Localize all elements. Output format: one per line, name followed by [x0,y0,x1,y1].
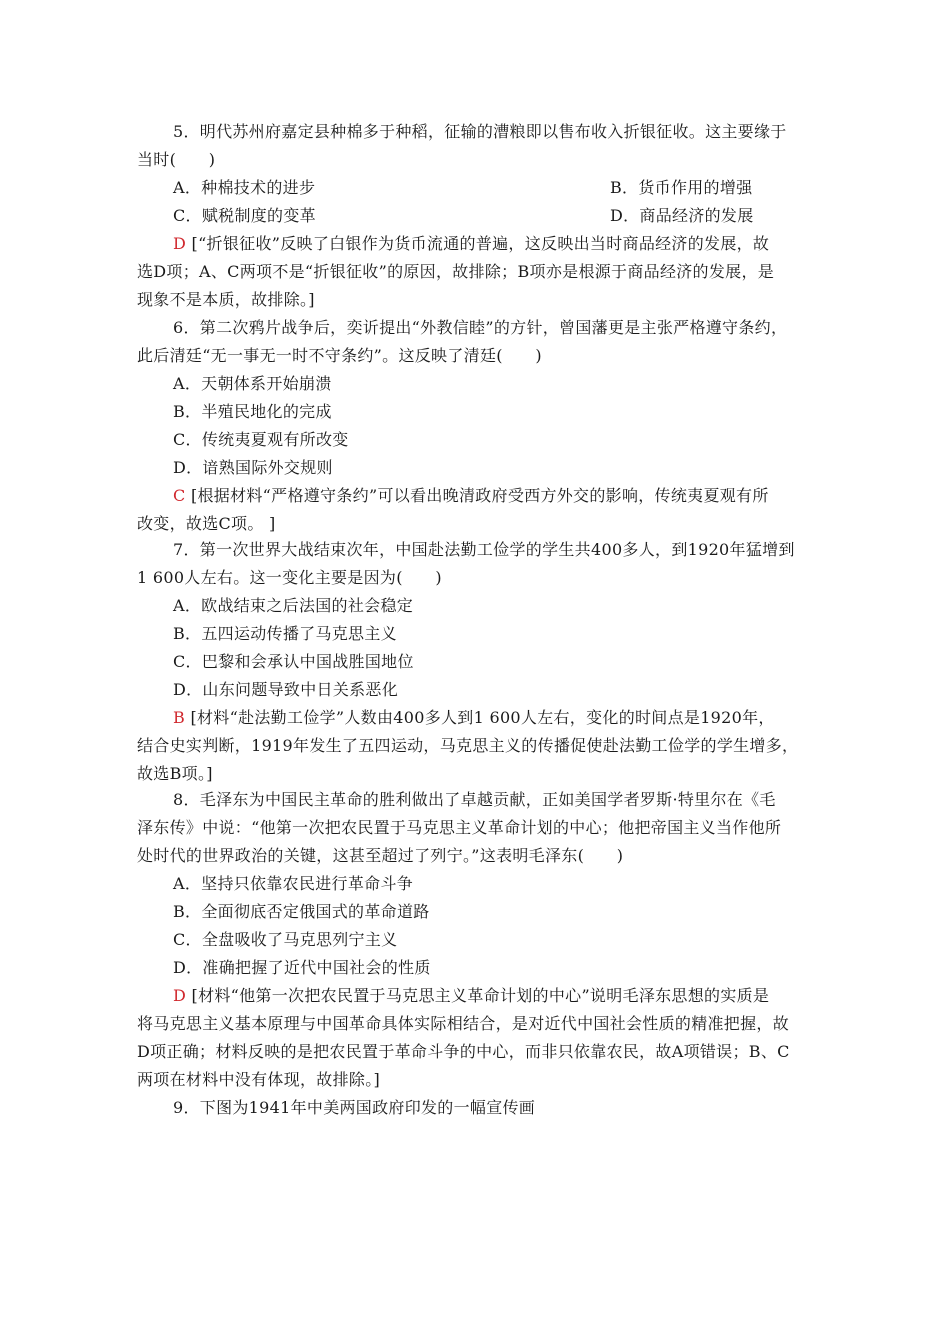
question-6-explanation-text-1: [根据材料“严格遵守条约”可以看出晚清政府受西方外交的影响，传统夷夏观有所 [190,486,769,505]
question-6-answer: C [173,486,186,505]
question-7-option-c: C．巴黎和会承认中国战胜国地位 [173,652,414,671]
question-7-stem-line-1: 7．第一次世界大战结束次年，中国赴法勤工俭学的学生共400多人，到1920年猛增到 [173,540,795,559]
question-6-explanation-line-1 [173,482,769,510]
question-8-answer: D [173,986,187,1005]
question-5-answer: D [173,234,187,253]
question-7-answer: B [173,708,186,727]
question-5-options-row-1 [173,174,753,202]
question-8-option-a: A．坚持只依靠农民进行革命斗争 [173,874,414,893]
question-8-option-c: C．全盘吸收了马克思列宁主义 [173,930,398,949]
question-5-option-a: A．种棉技术的进步 [173,178,316,197]
question-5-explanation-line-1 [173,230,769,258]
question-7-explanation-line-3: 故选B项。] [137,764,213,783]
question-7-option-a: A．欧战结束之后法国的社会稳定 [173,596,414,615]
question-5-option-c: C．赋税制度的变革 [173,206,316,225]
question-8-option-d: D．准确把握了近代中国社会的性质 [173,958,431,977]
question-7-explanation-line-1 [173,704,775,732]
question-8-option-b: B．全面彻底否定俄国式的革命道路 [173,902,430,921]
question-9-stem-line-1: 9．下图为1941年中美两国政府印发的一幅宣传画 [173,1098,536,1117]
question-5-stem-line-2: 当时( ) [137,150,216,169]
question-6-option-c: C．传统夷夏观有所改变 [173,430,349,449]
question-6-option-a: A．天朝体系开始崩溃 [173,374,332,393]
question-5-explanation-line-3: 现象不是本质，故排除。] [137,290,315,309]
question-6-option-b: B．半殖民地化的完成 [173,402,332,421]
question-6-explanation-line-2: 改变，故选C项。 ] [137,514,276,533]
question-5-option-b: B．货币作用的增强 [610,178,753,197]
question-7-option-b: B．五四运动传播了马克思主义 [173,624,397,643]
question-5-explanation-line-2: 选D项；A、C两项不是“折银征收”的原因，故排除；B项亦是根源于商品经济的发展，是 [137,262,775,281]
question-7-stem-line-2: 1 600人左右。这一变化主要是因为( ) [137,568,442,587]
question-6-stem-line-1: 6．第二次鸦片战争后，奕䜣提出“外教信睦”的方针，曾国藩更是主张严格遵守条约， [173,318,788,337]
question-6-option-d: D．谙熟国际外交规则 [173,458,333,477]
question-7-option-d: D．山东问题导致中日关系恶化 [173,680,399,699]
question-5-stem-line-1: 5．明代苏州府嘉定县种棉多于种稻，征输的漕粮即以售布收入折银征收。这主要缘于 [173,122,787,141]
question-6-stem-line-2: 此后清廷“无一事无一时不守条约”。这反映了清廷( ) [137,346,542,365]
question-7-explanation-text-1: [材料“赴法勤工俭学”人数由400多人到1 600人左右，变化的时间点是1920年， [190,708,775,727]
question-8-explanation-line-4: 两项在材料中没有体现，故排除。] [137,1070,381,1089]
question-5-option-d: D．商品经济的发展 [610,206,754,225]
question-5-explanation-text-1: [“折银征收”反映了白银作为货币流通的普遍，这反映出当时商品经济的发展，故 [191,234,770,253]
question-7-explanation-line-2: 结合史实判断，1919年发生了五四运动，马克思主义的传播促使赴法勤工俭学的学生增多， [137,736,799,755]
question-8-explanation-line-1 [173,982,769,1010]
question-5-options-row-2 [173,202,754,230]
question-8-explanation-text-1: [材料“他第一次把农民置于马克思主义革命计划的中心”说明毛泽东思想的实质是 [191,986,770,1005]
question-8-stem-line-3: 处时代的世界政治的关键，这甚至超过了列宁。”这表明毛泽东( ) [137,846,624,865]
question-8-stem-line-2: 泽东传》中说：“他第一次把农民置于马克思主义革命计划的中心；他把帝国主义当作他所 [137,818,782,837]
question-8-explanation-line-2: 将马克思主义基本原理与中国革命具体实际相结合，是对近代中国社会性质的精准把握，故 [137,1014,790,1033]
question-8-stem-line-1: 8．毛泽东为中国民主革命的胜利做出了卓越贡献，正如美国学者罗斯·特里尔在《毛 [173,790,776,809]
question-8-explanation-line-3: D项正确；材料反映的是把农民置于革命斗争的中心，而非只依靠农民，故A项错误；B、C [137,1042,790,1061]
